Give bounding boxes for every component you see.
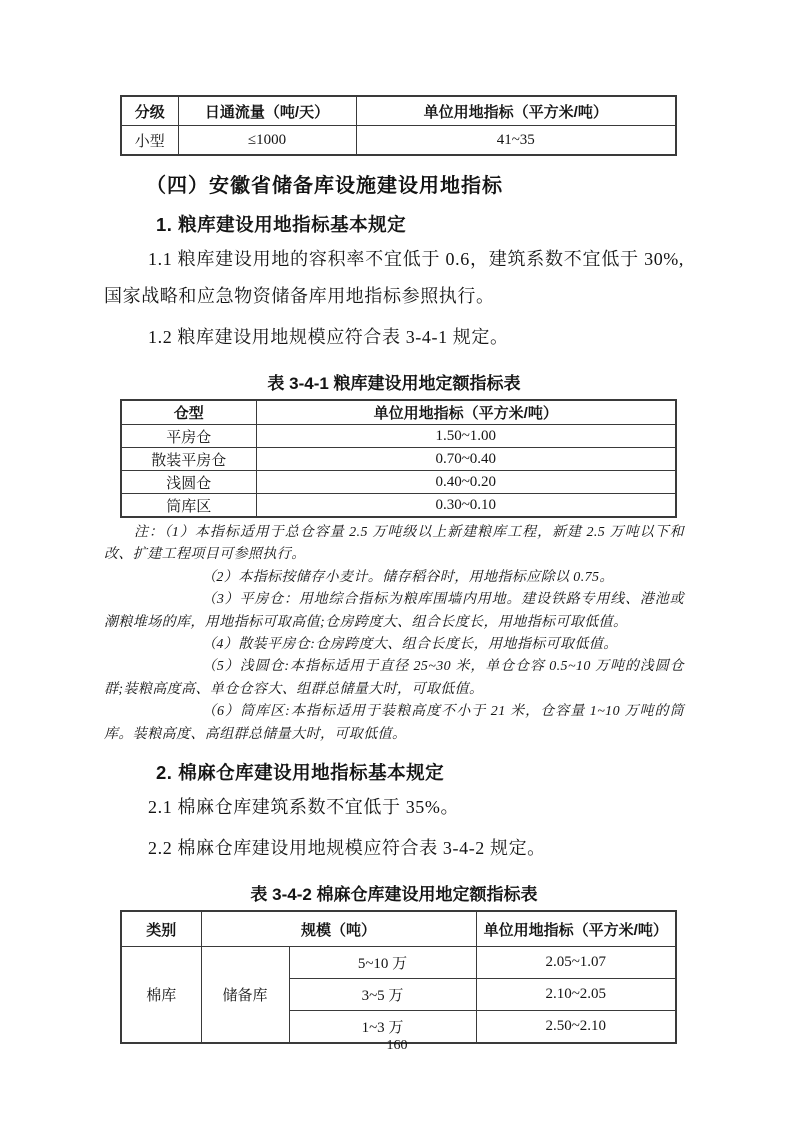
cotton-warehouse-table xyxy=(120,910,677,1044)
cell-scale: 3~5 万 xyxy=(289,979,476,1011)
table-341-title: 表 3-4-1 粮库建设用地定额指标表 xyxy=(267,374,521,393)
cell-indicator: 41~35 xyxy=(356,126,676,156)
table-header-row xyxy=(121,96,676,126)
cell-indicator: 1.50~1.00 xyxy=(256,425,676,448)
cell-warehouse-type: 筒库区 xyxy=(121,494,256,518)
cell-scale: 5~10 万 xyxy=(289,947,476,979)
note-3: （3）平房仓：用地综合指标为粮库围墙内用地。建设铁路专用线、港池或潮粮堆场的库，用地指标可取高值;仓房跨度大、组合长度长，用地指标可取低值。 xyxy=(104,592,684,630)
header-cell: 规模（吨） xyxy=(201,911,476,947)
flow-indicator-table xyxy=(120,95,677,156)
table-row xyxy=(121,448,676,471)
cell-flow: ≤1000 xyxy=(178,126,356,156)
note-5: （5）浅圆仓:本指标适用于直径 25~30 米，单仓仓容 0.5~10 万吨的浅圆仓群;装粮高度高、单仓仓容大、组群总储量大时，可取低值。 xyxy=(104,659,684,697)
cell-indicator: 2.05~1.07 xyxy=(476,947,676,979)
paragraph-1-2: 1.2 粮库建设用地规模应符合表 3-4-1 规定。 xyxy=(148,327,509,347)
paragraph-2-2: 2.2 棉麻仓库建设用地规模应符合表 3-4-2 规定。 xyxy=(148,838,546,859)
page-number: 160 xyxy=(386,1038,408,1053)
table-row xyxy=(121,126,676,156)
header-cell: 分级 xyxy=(121,96,178,126)
header-cell: 仓型 xyxy=(121,400,256,425)
cell-subcategory: 储备库 xyxy=(201,947,289,1044)
paragraph-1-1: 1.1 粮库建设用地的容积率不宜低于 0.6，建筑系数不宜低于 30%,国家战略和应急物资储备库用地指标参照执行。 xyxy=(104,249,684,306)
cell-warehouse-type: 平房仓 xyxy=(121,425,256,448)
table-notes xyxy=(104,522,684,746)
note-6: （6）筒库区:本指标适用于装粮高度不小于 21 米，仓容量 1~10 万吨的筒库。装粮高度、高组群总储量大时，可取低值。 xyxy=(104,704,684,742)
cell-warehouse-type: 浅圆仓 xyxy=(121,471,256,494)
cell-indicator: 2.10~2.05 xyxy=(476,979,676,1011)
table-row xyxy=(121,471,676,494)
header-cell: 类别 xyxy=(121,911,201,947)
cell-indicator: 0.70~0.40 xyxy=(256,448,676,471)
note-4: （4）散装平房仓:仓房跨度大、组合长度长，用地指标可取低值。 xyxy=(202,637,618,653)
section1-title: 1. 粮库建设用地指标基本规定 xyxy=(156,214,407,235)
header-cell: 单位用地指标（平方米/吨） xyxy=(476,911,676,947)
cell-class: 小型 xyxy=(121,126,178,156)
table-header-row xyxy=(121,400,676,425)
cell-warehouse-type: 散装平房仓 xyxy=(121,448,256,471)
cell-indicator: 0.40~0.20 xyxy=(256,471,676,494)
section-heading-anhui: （四）安徽省储备库设施建设用地指标 xyxy=(146,175,503,197)
table-342-title: 表 3-4-2 棉麻仓库建设用地定额指标表 xyxy=(250,885,538,905)
table-row xyxy=(121,425,676,448)
header-cell: 日通流量（吨/天） xyxy=(178,96,356,126)
cell-indicator: 0.30~0.10 xyxy=(256,494,676,518)
note-2: （2）本指标按储存小麦计。储存稻谷时，用地指标应除以 0.75。 xyxy=(202,569,614,585)
table-header-row xyxy=(121,911,676,947)
cell-category: 棉库 xyxy=(121,947,201,1044)
section2-title: 2. 棉麻仓库建设用地指标基本规定 xyxy=(156,762,445,784)
note-1: 注：（1）本指标适用于总仓容量 2.5 万吨级以上新建粮库工程，新建 2.5 万吨以下和改、扩建工程项目可参照执行。 xyxy=(104,525,684,563)
grain-depot-table xyxy=(120,399,677,518)
paragraph-2-1: 2.1 棉麻仓库建筑系数不宜低于 35%。 xyxy=(148,797,460,818)
header-cell: 单位用地指标（平方米/吨） xyxy=(356,96,676,126)
header-cell: 单位用地指标（平方米/吨） xyxy=(256,400,676,425)
cell-scale: 1~3 万 xyxy=(289,1011,476,1044)
table-row xyxy=(121,494,676,518)
cell-indicator: 2.50~2.10 xyxy=(476,1011,676,1044)
table-row xyxy=(121,947,676,979)
